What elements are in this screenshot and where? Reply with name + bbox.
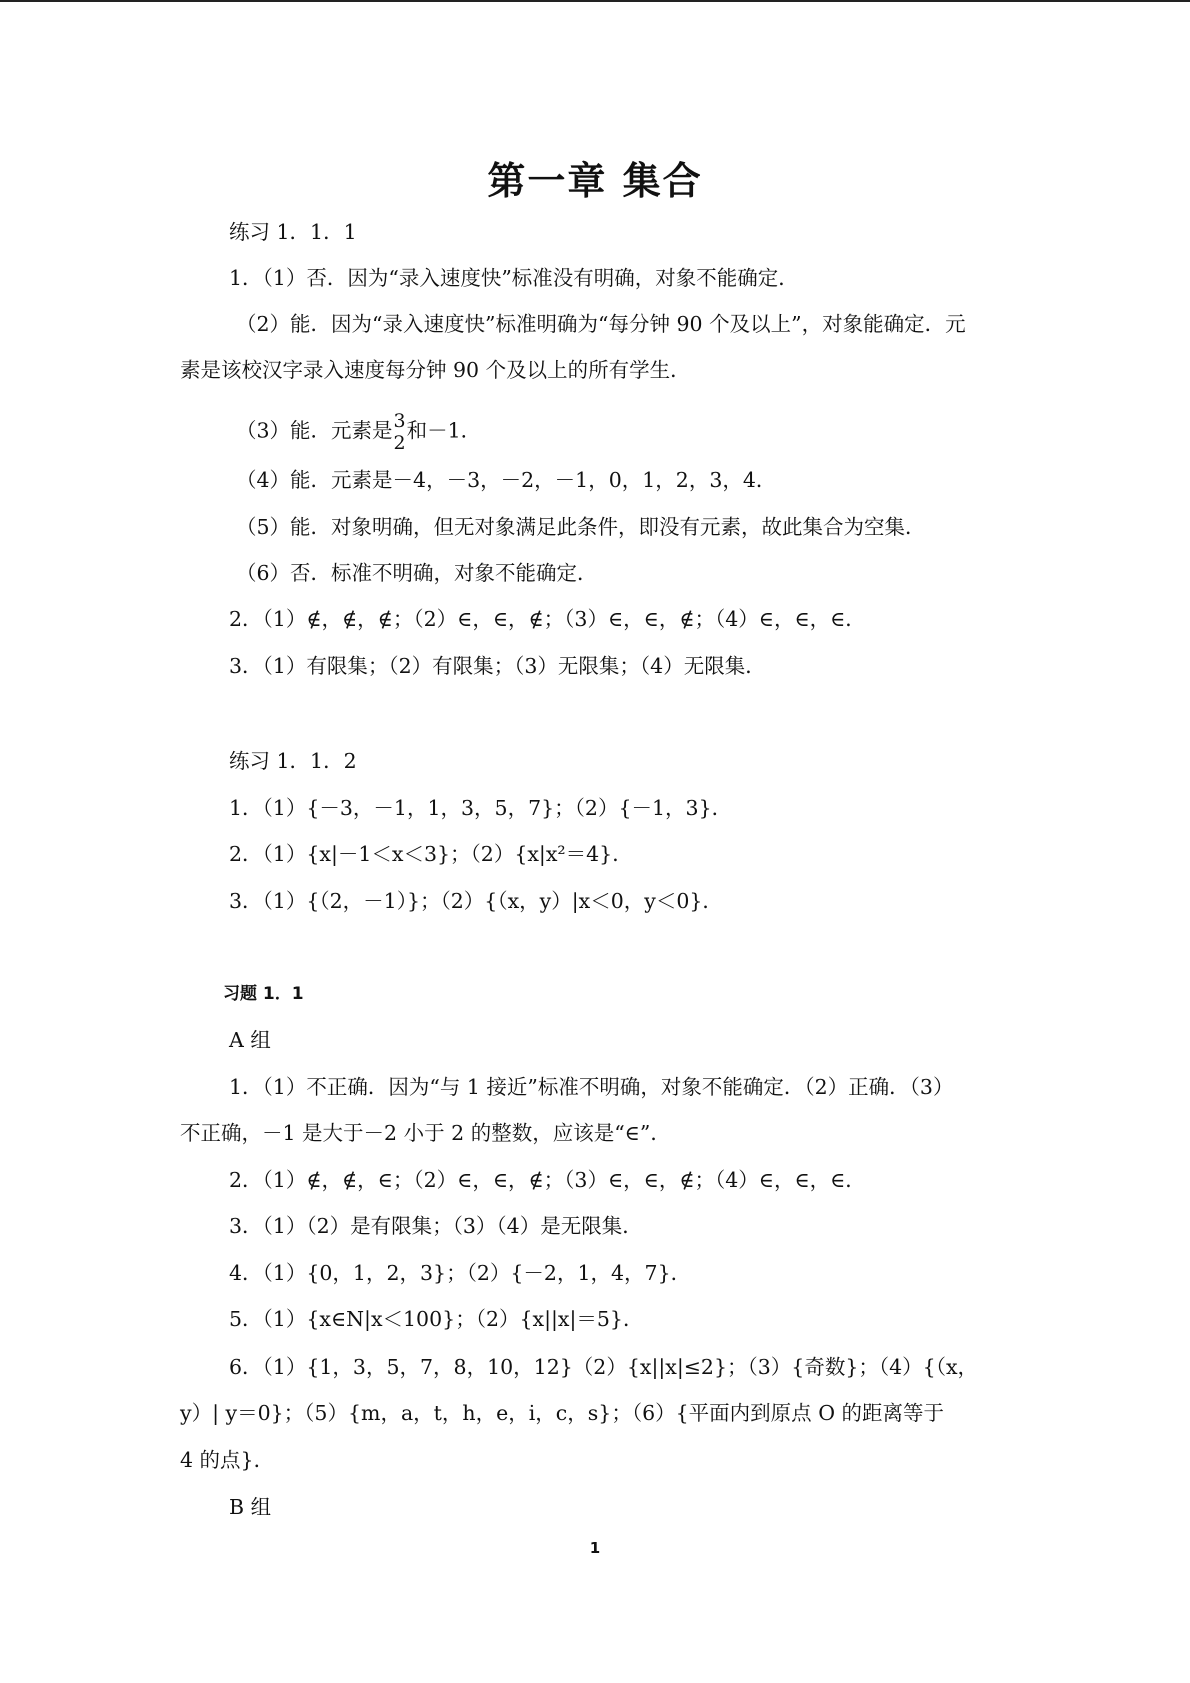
answer-line: （6）否．标准不明确，对象不能确定．	[236, 561, 598, 585]
page-number: 1	[589, 1539, 601, 1557]
chapter-title: 第一章 集合	[487, 159, 703, 203]
answer-line: 3．（1）{（2，－1）}；（2）{（x，y）|x＜0，y＜0}．	[229, 889, 723, 913]
problem-set-heading: 习题 1．1	[223, 984, 304, 1004]
fraction-numerator: 3	[393, 410, 406, 432]
answer-line: 1．（1）不正确．因为“与 1 接近”标准不明确，对象不能确定．（2）正确．（3）	[229, 1075, 954, 1099]
answer-line: 素是该校汉字录入速度每分钟 90 个及以上的所有学生．	[180, 358, 691, 382]
answer-line: 2．（1）∉，∉，∈；（2）∈，∈，∉；（3）∈，∈，∉；（4）∈，∈，∈．	[229, 1168, 866, 1192]
answer-text: （3）能．元素是	[236, 418, 393, 443]
answer-line: 4 的点}．	[180, 1448, 275, 1472]
answer-text: 和－1．	[406, 418, 482, 443]
group-label-a: A 组	[229, 1028, 271, 1052]
fraction-denominator: 2	[393, 432, 406, 454]
answer-line-fraction	[236, 410, 481, 454]
answer-line: 2．（1）∉，∉，∉；（2）∈，∈，∉；（3）∈，∈，∉；（4）∈，∈，∈．	[229, 607, 866, 631]
exercise-heading-1-1-1: 练习 1．1．1	[229, 220, 357, 244]
fraction	[394, 410, 406, 454]
answer-line: （4）能．元素是－4，－3，－2，－1，0，1，2，3，4．	[236, 468, 777, 492]
exercise-heading-1-1-2: 练习 1．1．2	[229, 749, 357, 773]
answer-line: 4．（1）{0，1，2，3}；（2）{－2，1，4，7}．	[229, 1261, 692, 1285]
top-border-line	[0, 0, 1190, 2]
answer-line: 2．（1）{x|－1＜x＜3}；（2）{x|x²＝4}．	[229, 842, 633, 866]
answer-line: 3．（1）有限集；（2）有限集；（3）无限集；（4）无限集．	[229, 654, 766, 678]
answer-line: y）| y＝0}；（5）{m，a，t，h，e，i，c，s}；（6）{平面内到原点 O 的距离等于	[180, 1401, 945, 1425]
answer-line: 6．（1）{1，3，5，7，8，10，12}（2）{x||x|≤2}；（3）{奇数}；（4）{（x，	[229, 1355, 979, 1379]
answer-line: 不正确，－1 是大于－2 小于 2 的整数，应该是“∈”．	[180, 1121, 671, 1145]
answer-line: 3．（1）（2）是有限集；（3）（4）是无限集．	[229, 1214, 643, 1238]
answer-line: 1．（1）{－3，－1，1，3，5，7}；（2）{－1，3}．	[229, 796, 733, 820]
answer-line: 1．（1）否．因为“录入速度快”标准没有明确，对象不能确定．	[229, 266, 799, 290]
answer-line: （2）能．因为“录入速度快”标准明确为“每分钟 90 个及以上”，对象能确定．元	[236, 312, 966, 336]
answer-line: （5）能．对象明确，但无对象满足此条件，即没有元素，故此集合为空集．	[236, 515, 926, 539]
group-label-b: B 组	[229, 1495, 272, 1519]
answer-line: 5．（1）{x∈N|x＜100}；（2）{x||x|＝5}．	[229, 1307, 644, 1331]
